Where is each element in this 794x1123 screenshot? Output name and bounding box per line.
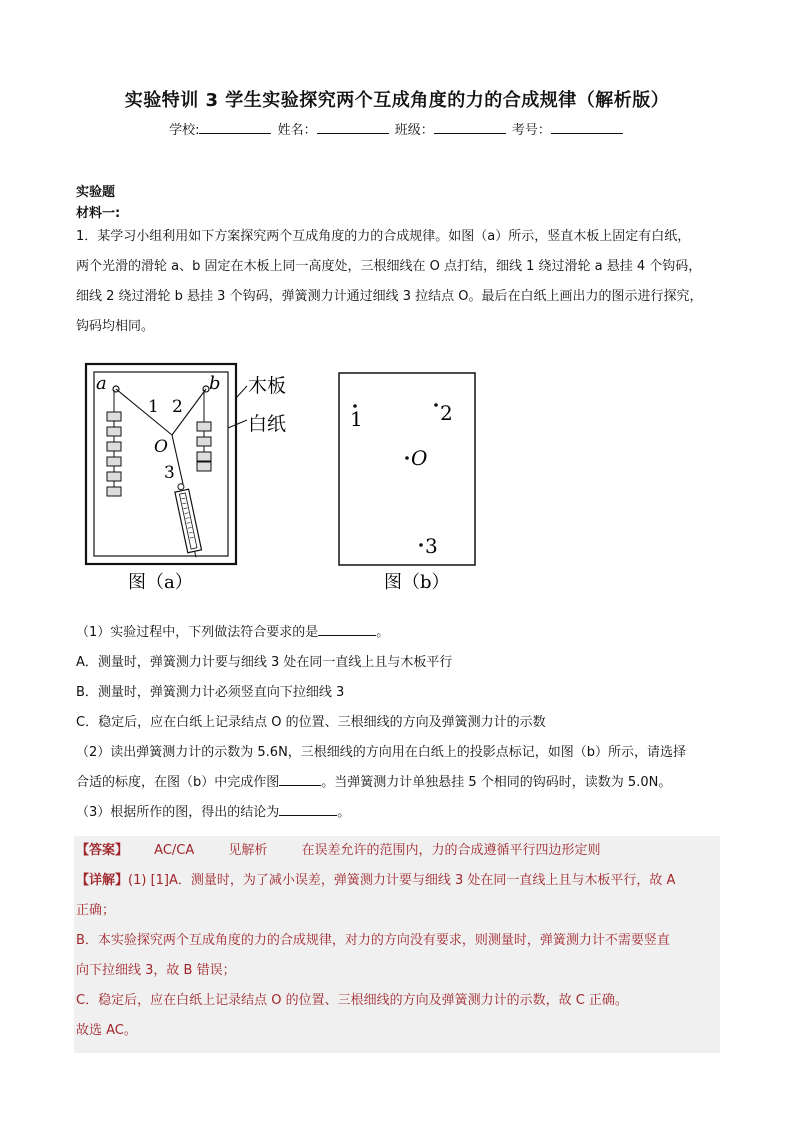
string-1-label: 1 (148, 397, 159, 417)
answer-blank (279, 803, 337, 816)
string-3-label: 3 (164, 463, 175, 483)
board-label: 木板 (248, 375, 287, 397)
answer-blank (279, 773, 321, 786)
subquestion-2-rest: 。当弹簧测力计单独悬挂 5 个相同的钩码时，读数为 5.0N。 (321, 775, 672, 790)
section-heading: 实验题 (76, 185, 116, 200)
question-line: 钩码均相同。 (76, 319, 155, 334)
detail-label: 【详解】 (76, 873, 129, 888)
answer-label: 【答案】 (76, 843, 129, 858)
point-o-label: O (411, 446, 428, 470)
question-body (76, 222, 722, 342)
hook-weights-right (197, 422, 211, 471)
paper-label: 白纸 (248, 413, 287, 435)
name-blank (317, 121, 389, 134)
student-info-row (0, 119, 794, 138)
detail-1b: 正确； (76, 903, 116, 918)
question-line: 1．某学习小组利用如下方案探究两个互成角度的力的合成规律。如图（a）所示，竖直木板上固定有白纸， (76, 229, 691, 244)
point-1-label: 1 (350, 407, 363, 431)
question-line: 细线 2 绕过滑轮 b 悬挂 3 个钩码，弹簧测力计通过细线 3 拉结点 O。最后在白纸上画出力的图示进行探究， (76, 289, 703, 304)
pulley-a-label: a (96, 373, 107, 394)
spring-scale (173, 482, 202, 558)
subquestion-2-line1: （2）读出弹簧测力计的示数为 5.6N，三根细线的方向用在白纸上的投影点标记，如图（b）所示，请选择 (76, 745, 687, 760)
hook-weights-left (107, 412, 121, 496)
string-2-label: 2 (172, 397, 183, 417)
school-label: 学校: (169, 123, 200, 138)
detail-4: 故选 AC。 (76, 1023, 137, 1038)
detail-3: C．稳定后，应在白纸上记录结点 O 的位置、三根细线的方向及弹簧测力计的示数，故 C 正确。 (76, 993, 628, 1008)
subquestion-3-end: 。 (337, 805, 351, 820)
answer-line (76, 836, 720, 866)
subquestion-1-text: （1）实验过程中，下列做法符合要求的是 (76, 625, 319, 640)
knot-o-label: O (154, 437, 168, 457)
number-blank (551, 121, 623, 134)
school-blank (199, 121, 271, 134)
class-label: 班级： (394, 123, 434, 138)
detail-2: B．本实验探究两个互成角度的力的合成规律，对力的方向没有要求，则测量时，弹簧测力计不需要竖直 (76, 933, 670, 948)
figure-b (336, 370, 496, 600)
answer-blank (318, 623, 376, 636)
subquestion-1 (76, 618, 722, 648)
answer-2: 见解析 (228, 843, 268, 858)
material-heading: 材料一: (76, 206, 121, 221)
point-3-label: 3 (425, 534, 438, 558)
number-label: 考号： (511, 123, 551, 138)
detail-line (76, 866, 720, 896)
point-2-label: 2 (440, 401, 453, 425)
name-label: 姓名： (277, 123, 317, 138)
subquestion-3-text: （3）根据所作的图，得出的结论为 (76, 805, 280, 820)
answer-section (76, 836, 720, 1046)
subquestion-3 (76, 798, 722, 828)
option-c: C．稳定后，应在白纸上记录结点 O 的位置、三根细线的方向及弹簧测力计的示数 (76, 715, 546, 730)
class-blank (434, 121, 506, 134)
answer-1: AC/CA (154, 843, 195, 858)
detail-2b: 向下拉细线 3，故 B 错误； (76, 963, 236, 978)
option-b: B．测量时，弹簧测力计必须竖直向下拉细线 3 (76, 685, 345, 700)
subquestion-2-line2 (76, 768, 722, 798)
subquestions (76, 618, 722, 828)
question-line: 两个光滑的滑轮 a、b 固定在木板上同一高度处，三根细线在 O 点打结，细线 1 绕过滑轮 a 悬挂 4 个钩码， (76, 259, 702, 274)
caption-b: 图（b） (384, 572, 450, 593)
answer-3: 在误差允许的范围内，力的合成遵循平行四边形定则 (301, 843, 601, 858)
pulley-b-label: b (209, 373, 221, 394)
subquestion-1-end: 。 (376, 625, 390, 640)
caption-a: 图（a） (128, 572, 193, 593)
subquestion-2-text: 合适的标度，在图（b）中完成作图 (76, 775, 280, 790)
figure-a (84, 362, 300, 600)
option-a: A．测量时，弹簧测力计要与细线 3 处在同一直线上且与木板平行 (76, 655, 453, 670)
page-title: 实验特训 3 学生实验探究两个互成角度的力的合成规律（解析版） (124, 90, 670, 111)
detail-1: (1) [1]A．测量时，为了减小误差，弹簧测力计要与细线 3 处在同一直线上且与木板平行，故 A (128, 873, 676, 888)
